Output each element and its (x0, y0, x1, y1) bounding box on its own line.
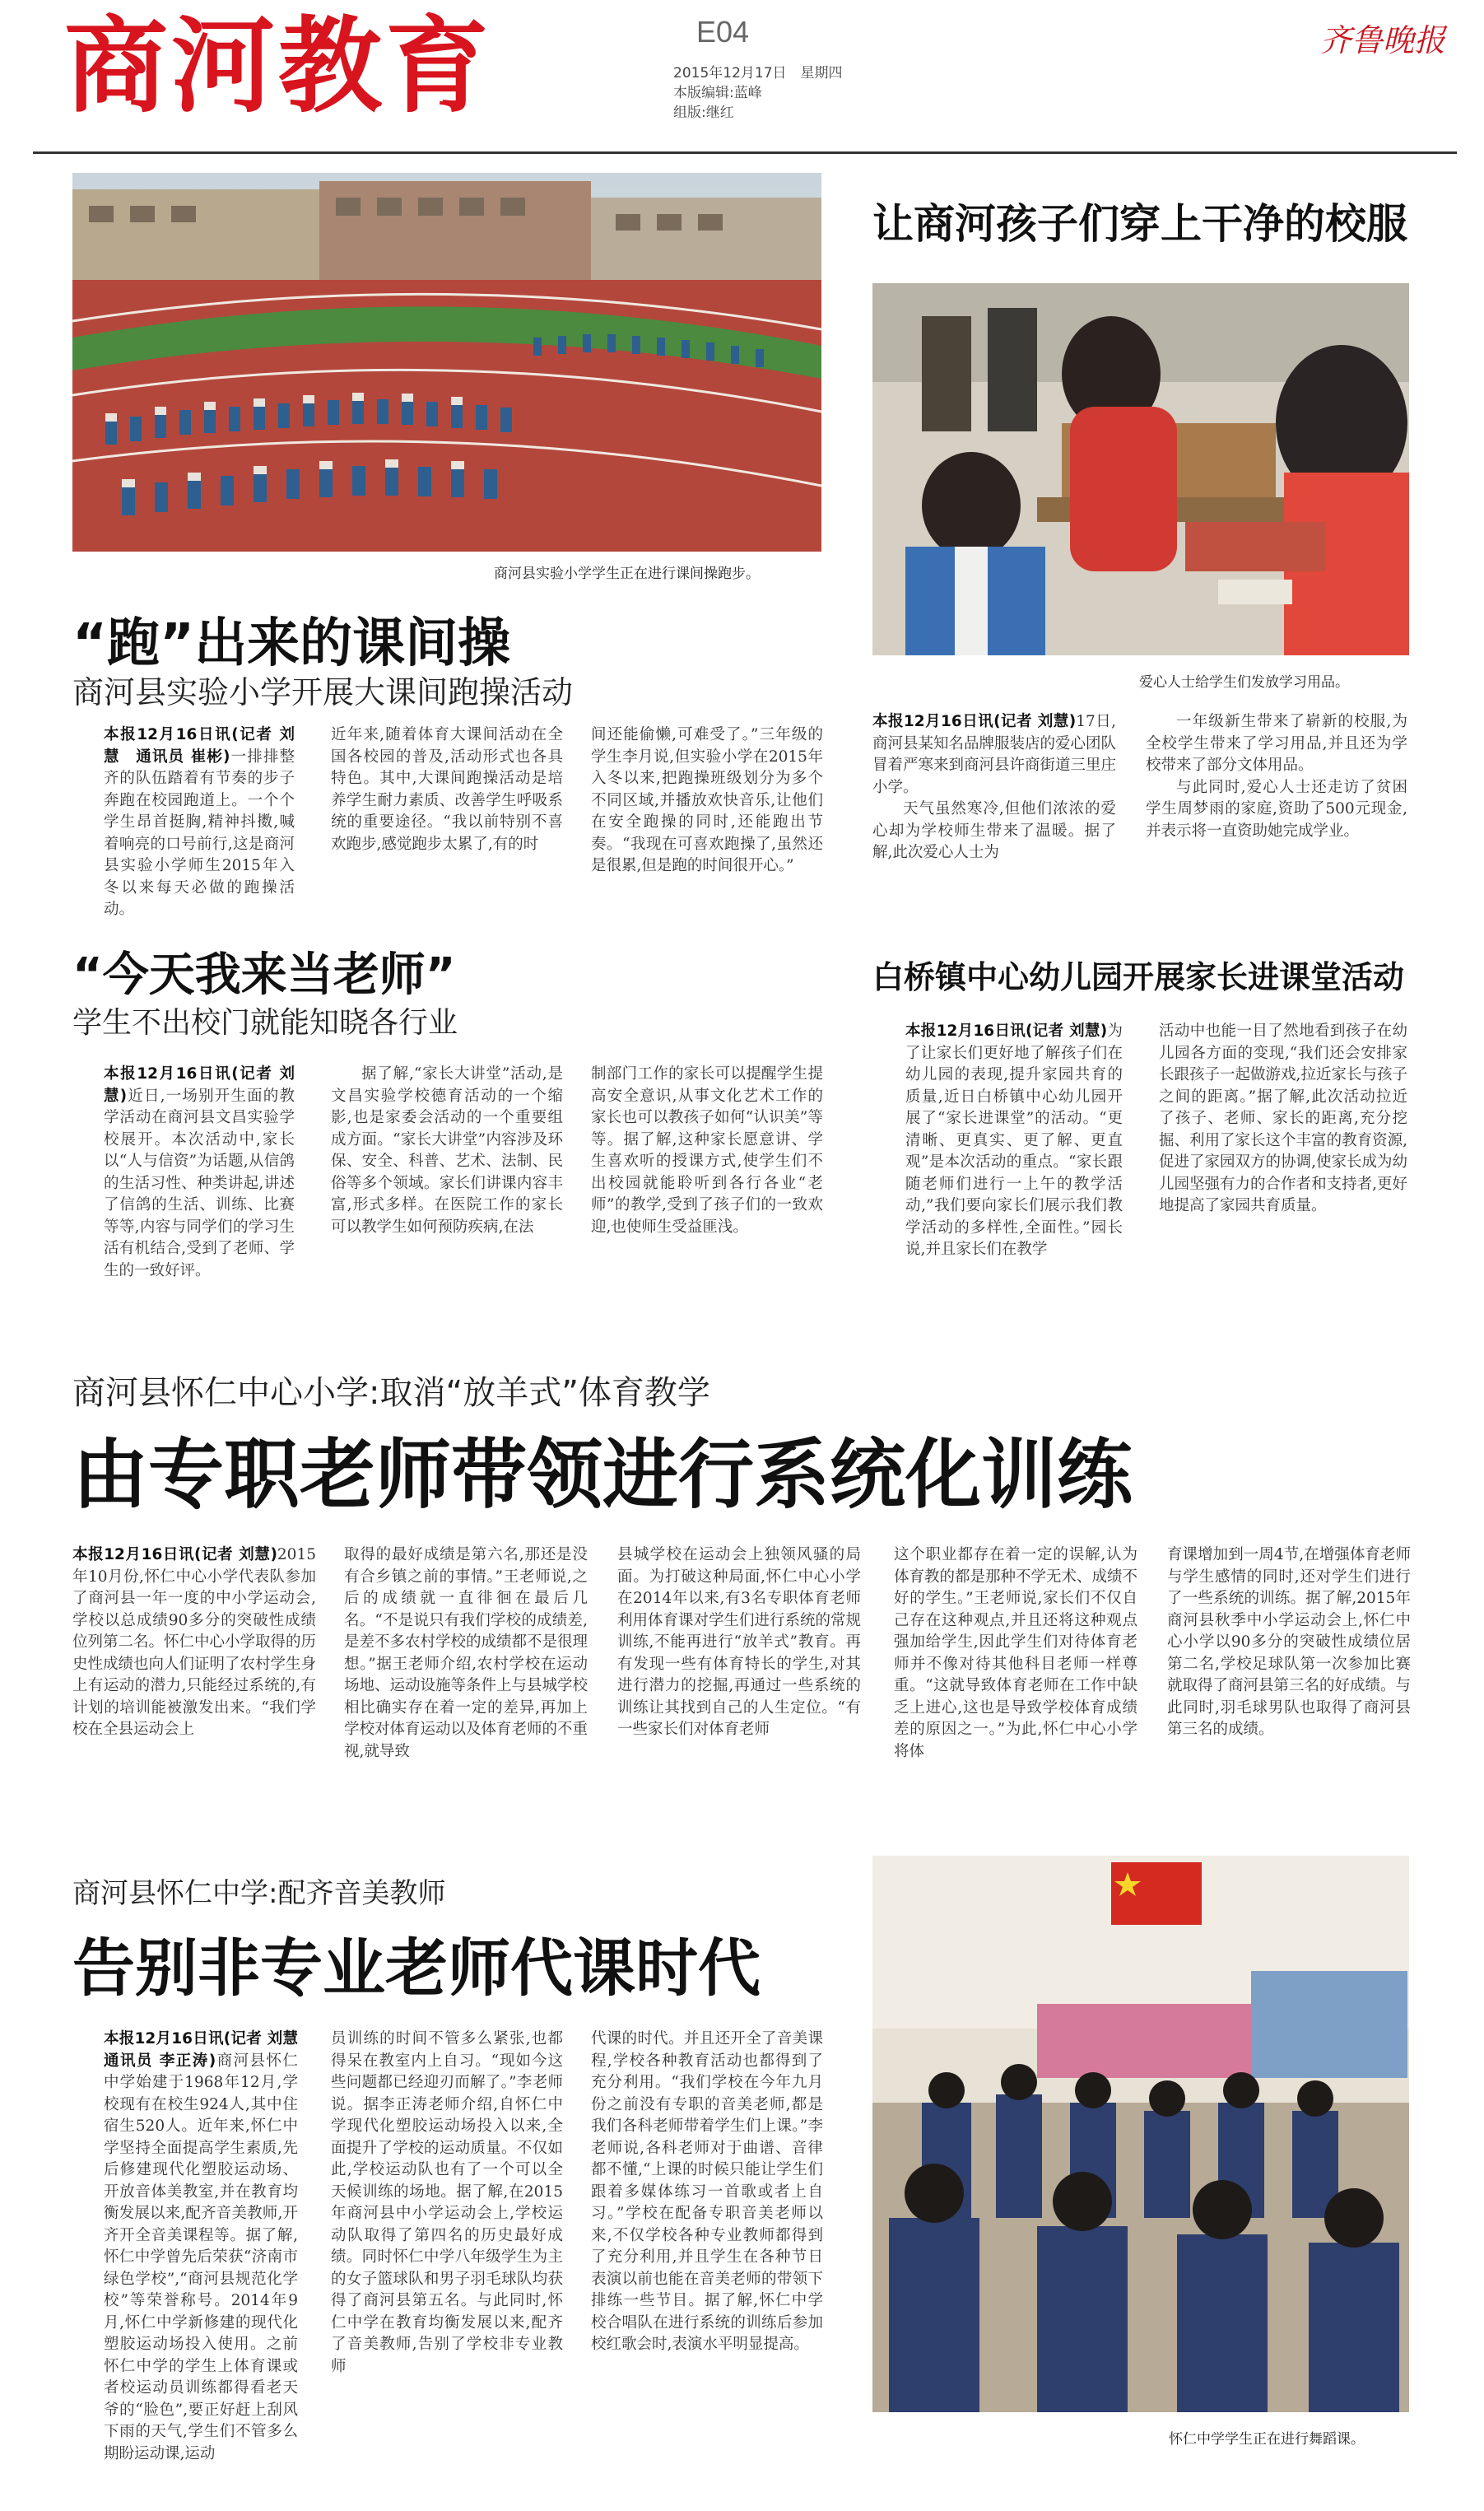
article-text: 活动中也能一目了然地看到孩子在幼儿园各方面的变现,“我们还会安排家长跟孩子一起做游戏,拉近家长与孩子之间的距离。”据了解,此次活动拉近了孩子、老师、家长的距离,充分挖掘、利用了家长这个丰富的教育资源,促进了家园双方的协调,使家长成为幼儿园坚强有力的合作者和支持者,更好地提高了家园共育质量。 (1159, 1023, 1407, 1214)
article-column (872, 711, 1116, 896)
article-text: 商河县怀仁中学始建于1968年12月,学校现有在校生924人,其中住宿生520人。近年来,怀仁中学坚持全面提高学生素质,先后修建现代化塑胶运动场、开放音体美教室,并在教育均衡发展以来,配齐音美教师,开齐开全音美课程等。据了解,怀仁中学曾先后荣获“济南市绿色学校”,“商河县规范化学校”等荣誉称号。2014年9月,怀仁中学新修建的现代化塑胶运动场投入使用。之前怀仁中学的学生上体育课或者校运动员训练都得看老天爷的“脸色”,要正好赶上刮风下雨的天气,学生们不管多么期盼运动课,运动 (104, 2052, 298, 2462)
article-column (905, 1021, 1123, 1334)
byline: 本报12月16日讯(记者 刘慧) (104, 1065, 295, 1105)
photo-caption: 商河县实验小学学生正在进行课间操跑步。 (494, 566, 760, 582)
article-column (331, 724, 563, 914)
photo-donation (872, 283, 1409, 655)
issue-date: 2015年12月17日 星期四 (673, 65, 843, 82)
headline: 让商河孩子们穿上干净的校服 (872, 200, 1407, 248)
article-column (591, 724, 823, 914)
article-column (331, 2029, 563, 2432)
masthead-rule (33, 151, 1457, 154)
article-text: 一年级新生带来了崭新的校服,为全校学生带来了学习用品,并且还为学校带来了部分文体用品。 (1146, 713, 1407, 774)
article-text: 天气虽然寒冷,但他们浓浓的爱心却为学校师生带来了温暖。据了解,此次爱心人士为 (872, 800, 1116, 861)
article-column (104, 2029, 314, 2462)
article-text: 据了解,“家长大讲堂”活动,是文昌实验学校德育活动的一个缩影,也是家委会活动的一个重要组成方面。“家长大讲堂”内容涉及环保、安全、科普、艺术、法制、民俗等多个领域。家长们讲课内容丰富,形式多样。在医院工作的家长可以教学生如何预防疾病,在法 (331, 1065, 563, 1236)
page-designer: 组版:继红 (673, 105, 734, 121)
article-text: 近日,一场别开生面的教学活动在商河县文昌实验学校展开。本次活动中,家长以“人与信资”为话题,从信鸽的生活习性、种类讲起,讲述了信鸽的生活、训练、比赛等等,内容与同学们的学习生活有机结合,受到了老师、学生的一致好评。 (104, 1087, 295, 1279)
article-column (344, 1544, 588, 1808)
article-column (104, 1064, 295, 1335)
photo-caption: 怀仁中学学生正在进行舞蹈课。 (1169, 2431, 1365, 2448)
photo-dance-image (872, 1856, 1409, 2412)
article-text: 员训练的时间不管多么紧张,也都得呆在教室内上自习。“现如今这些问题都已经迎刃而解了。”李老师说。据李正涛老师介绍,自怀仁中学现代化塑胶运动场投入以来,全面提升了学校的运动质量。不仅如此,学校运动队也有了一个可以全天候训练的场地。据了解,在2015年商河县中小学运动会上,学校运动队取得了第四名的历史最好成绩。同时怀仁中学八年级学生为主的女子篮球队和男子羽毛球队均获得了商河县第五名。与此同时,怀仁中学在教育均衡发展以来,配齐了音美教师,告别了学校非专业教师 (331, 2030, 563, 2375)
article-text: 为了让家长们更好地了解孩子们在幼儿园的表现,提升家园共育的质量,近日白桥镇中心幼儿园开展了“家长进课堂”的活动。“更清晰、更真实、更了解、更直观”是本次活动的重点。“家长跟随老师们进行一上午的教学活动,”我们要向家长们展示我们教学活动的多样性,全面性。”园长说,并且家长们在教学 (905, 1023, 1123, 1258)
byline: 本报12月16日讯(记者 刘慧) (872, 713, 1077, 730)
kicker: 商河县怀仁中学:配齐音美教师 (72, 1877, 446, 1910)
article-column (1146, 711, 1407, 896)
subheadline: 学生不出校门就能知晓各行业 (72, 1006, 458, 1040)
photo-running-students (72, 173, 821, 552)
article-column (591, 2029, 823, 2432)
article-text: 近年来,随着体育大课间活动在全国各校园的普及,活动形式也各具特色。其中,大课间跑操活动是培养学生耐力素质、改善学生呼吸系统的重要途径。“我以前特别不喜欢跑步,感觉跑步太累了,有的时 (331, 726, 563, 853)
headline: “今天我来当老师” (72, 948, 456, 1002)
article-column (72, 1544, 316, 1808)
article-column (1167, 1544, 1411, 1808)
article-text: 这个职业都存在着一定的误解,认为体育教的都是那种不学无术、成绩不好的学生。”王老师说,家长们不仅自己存在这种观点,并且还将这种观点强加给学生,因此学生们对待体育老师并不像对待其他科目老师一样尊重。“这就导致体育老师在工作中缺乏上进心,这也是导致学校体育成绩差的原因之一。”为此,怀仁中心小学将体 (894, 1546, 1138, 1760)
article-column (591, 1064, 823, 1335)
article-text: 2015年10月份,怀仁中心小学代表队参加了商河县一年一度的中小学运动会,学校以总成绩90多分的突破性成绩位列第二名。怀仁中心小学取得的历史性成绩也向人们证明了农村学生身上有运动的潜力,只能经过系统的,有计划的培训能被激发出来。“我们学校在全县运动会上 (72, 1546, 317, 1738)
newspaper-logo: 齐鲁晚报 (1320, 22, 1446, 58)
kicker: 商河县怀仁中心小学:取消“放羊式”体育教学 (72, 1374, 710, 1412)
article-text: 代课的时代。并且还开全了音美课程,学校各种教育活动也都得到了充分利用。“我们学校在今年九月份之前没有专职的音美老师,都是我们各科老师带着学生们上课。”李老师说,各科老师对于曲谱、音律都不懂,“上课的时候只能让学生们跟着多媒体练习一首歌或者上自习。”学校在配备专职音美老师以来,不仅学校各种专业教师都得到了充分利用,并且学生在各种节日表演以前也能在音美老师的带领下排练一些节目。据了解,怀仁中学校合唱队在进行系统的训练后参加校红歌会时,表演水平明显提高。 (591, 2030, 823, 2353)
byline: 本报12月16日讯(记者 刘慧 通讯员 李正涛) (104, 2030, 314, 2070)
page-editor: 本版编辑:蓝峰 (673, 85, 762, 101)
article-text: 制部门工作的家长可以提醒学生提高安全意识,从事文化艺术工作的家长也可以教孩子如何“认识美”等等。据了解,这种家长愿意讲、学生喜欢听的授课方式,使学生们不出校园就能聆听到各行各业“老师”的教学,受到了孩子们的一致欢迎,也使师生受益匪浅。 (591, 1065, 823, 1236)
article-column (617, 1544, 861, 1808)
article-text: 取得的最好成绩是第六名,那还是没有合乡镇之前的事情。”王老师说,之后的成绩就一直徘徊在最后几名。“不是说只有我们学校的成绩差,是差不多农村学校的成绩都不是很理想。”据王老师介绍,农村学校在运动场地、运动设施等条件上与县城学校相比确实存在着一定的差异,再加上学校对体育运动以及体育老师的不重视,就导致 (344, 1546, 588, 1760)
article-column (104, 724, 295, 918)
article-column (331, 1064, 563, 1335)
photo-donation-image (872, 283, 1409, 655)
headline: 告别非专业老师代课时代 (72, 1931, 761, 2005)
article-column (1159, 1021, 1407, 1334)
article-text: 一排排整齐的队伍踏着有节奏的步子奔跑在校园跑道上。一个个学生昂首挺胸,精神抖擞,喊着响亮的口号前行,这是商河县实验小学师生2015年入冬以来每天必做的跑操活动。 (104, 748, 295, 918)
photo-dance-class (872, 1856, 1409, 2412)
article-text: 县城学校在运动会上独领风骚的局面。为打破这种局面,怀仁中心小学在2014年以来,有3名专职体育老师利用体育课对学生们进行系统的常规训练,不能再进行“放羊式”教育。再有发现一些有体育特长的学生,对其进行潜力的挖掘,再通过一些系统的训练让其找到自己的人生定位。“有一些家长们对体育老师 (617, 1546, 862, 1738)
section-title: 商河教育 (64, 6, 492, 127)
headline: 由专职老师带领进行系统化训练 (72, 1431, 1133, 1519)
photo-caption: 爱心人士给学生们发放学习用品。 (1139, 674, 1349, 691)
article-column (894, 1544, 1137, 1808)
article-text: 17日,商河县某知名品牌服装店的爱心团队冒着严寒来到商河县许商街道三里庄小学。 (872, 713, 1117, 796)
photo-running-image (72, 173, 821, 552)
headline: 白桥镇中心幼儿园开展家长进课堂活动 (872, 959, 1405, 995)
byline: 本报12月16日讯(记者 刘慧) (905, 1023, 1108, 1040)
article-text: 间还能偷懒,可难受了。”三年级的学生李月说,但实验小学在2015年入冬以来,把跑操班级划分为多个不同区域,并播放欢快音乐,让他们在安全跑操的同时,还能跑出节奏。“我现在可喜欢跑操了,虽然还是很累,但是跑的时间很开心。” (591, 726, 823, 874)
article-text: 育课增加到一周4节,在增强体育老师与学生感情的同时,还对学生们进行了一些系统的训练。据了解,2015年商河县秋季中小学运动会上,怀仁中心小学以90多分的突破性成绩位居第二名,学校足球队第一次参加比赛就取得了商河县第三名的好成绩。与此同时,羽毛球男队也取得了商河县第三名的成绩。 (1167, 1546, 1412, 1738)
page-number: E04 (696, 15, 750, 49)
byline: 本报12月16日讯(记者 刘慧) (72, 1546, 277, 1563)
subheadline: 商河县实验小学开展大课间跑操活动 (72, 674, 574, 710)
byline: 本报12月16日讯(记者 刘慧 通讯员 崔彬) (104, 726, 295, 766)
headline: “跑”出来的课间操 (72, 613, 511, 674)
article-text: 与此同时,爱心人士还走访了贫困学生周梦雨的家庭,资助了500元现金,并表示将一直资助她完成学业。 (1146, 778, 1407, 840)
